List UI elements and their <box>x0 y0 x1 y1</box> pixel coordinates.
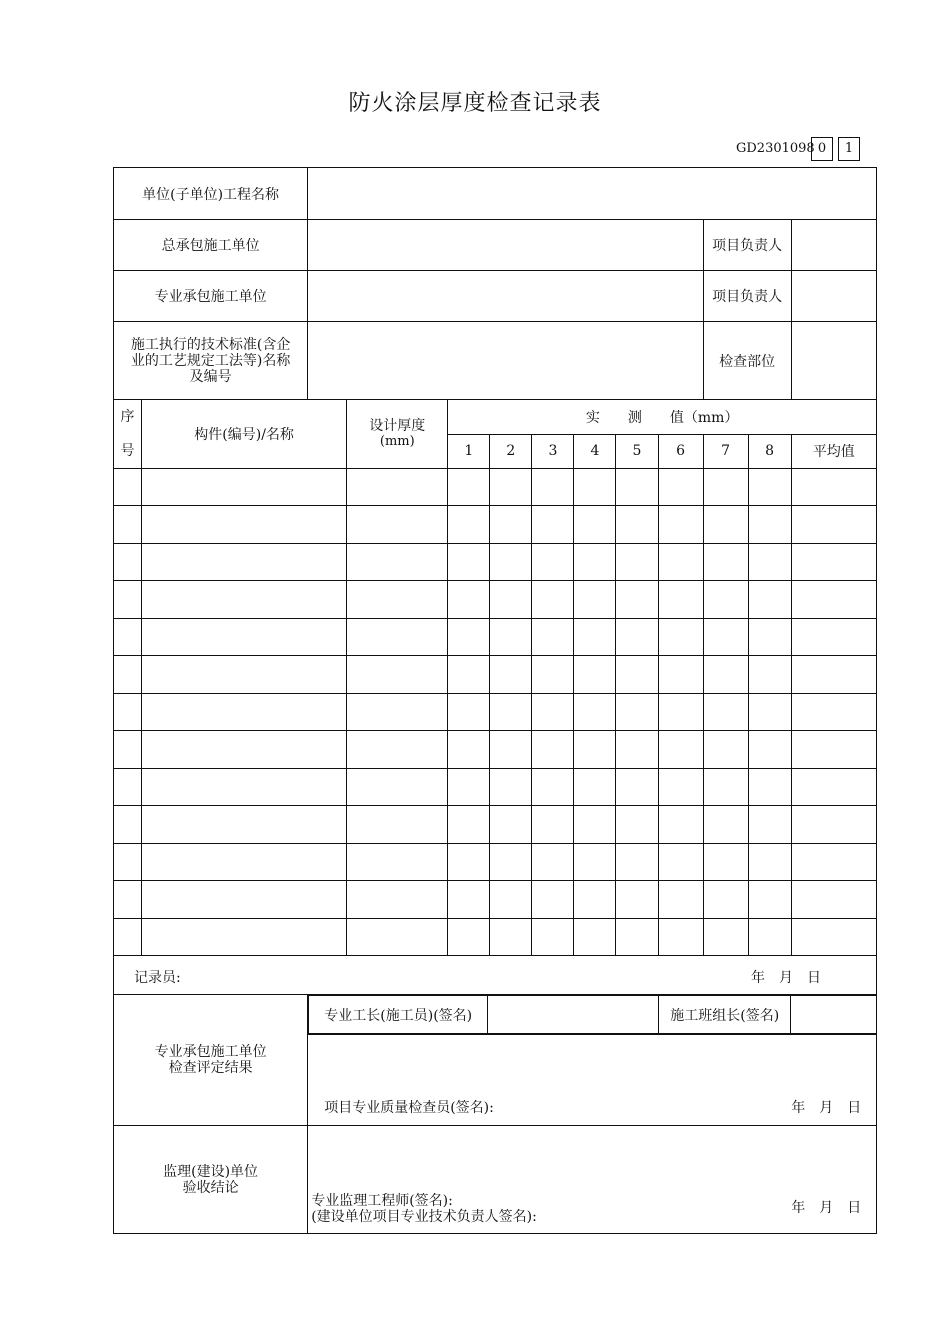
component-cell[interactable] <box>142 469 347 506</box>
inspection-part-label: 检查部位 <box>703 322 791 400</box>
seq-cell[interactable] <box>114 619 142 656</box>
component-cell[interactable] <box>142 656 347 694</box>
measured-cell-7[interactable] <box>703 806 748 844</box>
measured-cell-3[interactable] <box>532 619 574 656</box>
design-thickness-cell[interactable] <box>347 469 448 506</box>
project-manager-value-1[interactable] <box>791 220 876 271</box>
measured-cell-2[interactable] <box>490 919 532 956</box>
measured-cell-8[interactable] <box>748 469 791 506</box>
form-code-box-1: 0 <box>811 137 833 161</box>
table-row <box>114 656 877 694</box>
table-row <box>114 469 877 506</box>
component-cell[interactable] <box>142 506 347 544</box>
measured-cell-5[interactable] <box>616 581 658 619</box>
table-row <box>114 881 877 919</box>
measured-cell-5[interactable] <box>616 694 658 731</box>
measured-cell-1[interactable] <box>448 919 490 956</box>
average-cell[interactable] <box>791 581 876 619</box>
measured-cell-8[interactable] <box>748 844 791 881</box>
seq-header-top: 序 <box>120 409 135 425</box>
foreman-label: 专业工长(施工员)(签名) <box>309 996 488 1034</box>
component-cell[interactable] <box>142 619 347 656</box>
measured-cell-8[interactable] <box>748 506 791 544</box>
standard-label <box>114 322 308 400</box>
component-cell[interactable] <box>142 544 347 581</box>
measured-cell-8[interactable] <box>748 581 791 619</box>
design-thickness-label: 设计厚度 <box>369 418 426 434</box>
measured-cell-8[interactable] <box>748 656 791 694</box>
unit-project-value[interactable] <box>308 168 877 220</box>
measured-cell-7[interactable] <box>703 469 748 506</box>
measured-cell-7[interactable] <box>703 544 748 581</box>
header-row-1 <box>114 400 877 435</box>
measured-cell-1[interactable] <box>448 506 490 544</box>
measured-cell-1[interactable] <box>448 694 490 731</box>
measured-cell-2[interactable] <box>490 506 532 544</box>
measured-cell-3[interactable] <box>532 844 574 881</box>
measured-cell-8[interactable] <box>748 919 791 956</box>
measured-cell-5[interactable] <box>616 769 658 806</box>
measured-cell-8[interactable] <box>748 544 791 581</box>
measured-cell-3[interactable] <box>532 694 574 731</box>
standard-label-line-3: 及编号 <box>189 368 232 385</box>
measured-cell-3[interactable] <box>532 544 574 581</box>
measured-cell-6[interactable] <box>658 506 703 544</box>
specialty-contractor-value[interactable] <box>308 271 703 322</box>
supervision-engineer-label: 专业监理工程师(签名): <box>311 1193 453 1209</box>
design-thickness-header <box>347 400 448 469</box>
col-header-1: 1 <box>448 434 490 469</box>
table-row <box>114 769 877 806</box>
measured-cell-3[interactable] <box>532 506 574 544</box>
seq-cell[interactable] <box>114 881 142 919</box>
measured-cell-4[interactable] <box>574 919 616 956</box>
measured-cell-5[interactable] <box>616 656 658 694</box>
measured-cell-4[interactable] <box>574 469 616 506</box>
specialty-eval-label-line-1: 专业承包施工单位 <box>154 1044 267 1060</box>
component-cell[interactable] <box>142 919 347 956</box>
design-thickness-cell[interactable] <box>347 844 448 881</box>
seq-cell[interactable] <box>114 806 142 844</box>
measured-cell-3[interactable] <box>532 806 574 844</box>
component-cell[interactable] <box>142 769 347 806</box>
average-cell[interactable] <box>791 619 876 656</box>
measured-cell-7[interactable] <box>703 619 748 656</box>
average-cell[interactable] <box>791 731 876 769</box>
measured-cell-4[interactable] <box>574 881 616 919</box>
measured-cell-7[interactable] <box>703 769 748 806</box>
average-cell[interactable] <box>791 656 876 694</box>
measured-header: 实 测 值（mm） <box>448 400 877 435</box>
specialty-eval-label-line-2: 检查评定结果 <box>168 1060 253 1076</box>
unit-project-label: 单位(子单位)工程名称 <box>114 168 308 220</box>
measured-cell-2[interactable] <box>490 844 532 881</box>
table-row <box>114 919 877 956</box>
design-thickness-cell[interactable] <box>347 544 448 581</box>
average-cell[interactable] <box>791 694 876 731</box>
measured-cell-2[interactable] <box>490 544 532 581</box>
recorder-label: 记录员: <box>134 970 181 986</box>
design-thickness-cell[interactable] <box>347 769 448 806</box>
project-manager-label-2: 项目负责人 <box>703 271 791 322</box>
project-manager-value-2[interactable] <box>791 271 876 322</box>
col-header-5: 5 <box>616 434 658 469</box>
measured-cell-6[interactable] <box>658 806 703 844</box>
inspection-part-value[interactable] <box>791 322 876 400</box>
measured-cell-5[interactable] <box>616 881 658 919</box>
measured-cell-1[interactable] <box>448 806 490 844</box>
measured-cell-6[interactable] <box>658 581 703 619</box>
design-thickness-cell[interactable] <box>347 731 448 769</box>
seq-header-bottom: 号 <box>120 443 135 459</box>
inspection-form-table <box>113 167 877 1234</box>
measured-cell-4[interactable] <box>574 844 616 881</box>
average-cell[interactable] <box>791 844 876 881</box>
general-contractor-value[interactable] <box>308 220 703 271</box>
col-header-4: 4 <box>574 434 616 469</box>
specialty-eval-row-1 <box>114 995 877 1035</box>
measured-cell-1[interactable] <box>448 544 490 581</box>
data-rows <box>114 469 877 956</box>
average-cell[interactable] <box>791 769 876 806</box>
seq-cell[interactable] <box>114 769 142 806</box>
measured-cell-1[interactable] <box>448 844 490 881</box>
col-header-8: 8 <box>748 434 791 469</box>
design-thickness-cell[interactable] <box>347 581 448 619</box>
design-thickness-cell[interactable] <box>347 656 448 694</box>
seq-cell[interactable] <box>114 506 142 544</box>
measured-cell-7[interactable] <box>703 844 748 881</box>
design-thickness-cell[interactable] <box>347 506 448 544</box>
measured-cell-4[interactable] <box>574 731 616 769</box>
col-header-6: 6 <box>658 434 703 469</box>
measured-cell-1[interactable] <box>448 469 490 506</box>
seq-cell[interactable] <box>114 731 142 769</box>
measured-cell-7[interactable] <box>703 581 748 619</box>
standard-row <box>114 322 877 400</box>
specialty-eval-date: 年 月 日 <box>791 1100 862 1116</box>
measured-cell-7[interactable] <box>703 506 748 544</box>
measured-cell-4[interactable] <box>574 769 616 806</box>
seq-cell[interactable] <box>114 544 142 581</box>
recorder-row <box>114 956 877 995</box>
page-title: 防火涂层厚度检查记录表 <box>348 91 602 116</box>
average-cell[interactable] <box>791 469 876 506</box>
measured-cell-2[interactable] <box>490 694 532 731</box>
measured-cell-6[interactable] <box>658 469 703 506</box>
supervision-label-line-1: 监理(建设)单位 <box>163 1163 259 1180</box>
specialty-contractor-row <box>114 271 877 322</box>
supervision-result[interactable] <box>308 1126 877 1234</box>
measured-cell-5[interactable] <box>616 806 658 844</box>
specialty-contractor-label: 专业承包施工单位 <box>114 271 308 322</box>
average-cell[interactable] <box>791 919 876 956</box>
component-cell[interactable] <box>142 806 347 844</box>
measured-cell-7[interactable] <box>703 919 748 956</box>
supervision-label-line-2: 验收结论 <box>182 1179 239 1196</box>
measured-cell-1[interactable] <box>448 881 490 919</box>
general-contractor-row <box>114 220 877 271</box>
measured-cell-6[interactable] <box>658 919 703 956</box>
measured-cell-4[interactable] <box>574 544 616 581</box>
measured-cell-5[interactable] <box>616 731 658 769</box>
measured-cell-8[interactable] <box>748 619 791 656</box>
measured-cell-1[interactable] <box>448 656 490 694</box>
measured-cell-4[interactable] <box>574 656 616 694</box>
standard-label-line-2: 业的工艺规定工法等)名称 <box>130 352 291 369</box>
measured-cell-7[interactable] <box>703 656 748 694</box>
team-leader-signature[interactable] <box>791 996 877 1034</box>
measured-cell-6[interactable] <box>658 731 703 769</box>
measured-cell-2[interactable] <box>490 769 532 806</box>
col-header-2: 2 <box>490 434 532 469</box>
measured-cell-2[interactable] <box>490 581 532 619</box>
measured-cell-5[interactable] <box>616 544 658 581</box>
average-cell[interactable] <box>791 506 876 544</box>
average-cell[interactable] <box>791 881 876 919</box>
supervision-row <box>114 1126 877 1234</box>
table-row <box>114 544 877 581</box>
measured-cell-5[interactable] <box>616 506 658 544</box>
measured-cell-6[interactable] <box>658 544 703 581</box>
measured-cell-4[interactable] <box>574 506 616 544</box>
col-header-3: 3 <box>532 434 574 469</box>
average-cell[interactable] <box>791 806 876 844</box>
seq-cell[interactable] <box>114 694 142 731</box>
measured-cell-1[interactable] <box>448 769 490 806</box>
measured-cell-6[interactable] <box>658 694 703 731</box>
quality-inspector-label: 项目专业质量检查员(签名): <box>324 1100 494 1116</box>
supervision-label <box>114 1126 308 1234</box>
component-cell[interactable] <box>142 844 347 881</box>
table-row <box>114 806 877 844</box>
measured-cell-8[interactable] <box>748 881 791 919</box>
component-cell[interactable] <box>142 881 347 919</box>
measured-cell-6[interactable] <box>658 769 703 806</box>
measured-cell-3[interactable] <box>532 881 574 919</box>
measured-cell-2[interactable] <box>490 656 532 694</box>
table-row <box>114 694 877 731</box>
recorder-cell <box>114 956 877 995</box>
seq-header <box>114 400 142 469</box>
specialty-eval-label <box>114 995 308 1126</box>
measured-cell-2[interactable] <box>490 881 532 919</box>
measured-cell-4[interactable] <box>574 806 616 844</box>
measured-cell-3[interactable] <box>532 581 574 619</box>
measured-cell-1[interactable] <box>448 581 490 619</box>
measured-cell-7[interactable] <box>703 694 748 731</box>
team-leader-label: 施工班组长(签名) <box>659 996 791 1034</box>
form-code-box-2: 1 <box>838 137 860 161</box>
seq-cell[interactable] <box>114 581 142 619</box>
table-row <box>114 844 877 881</box>
measured-cell-3[interactable] <box>532 656 574 694</box>
standard-label-line-1: 施工执行的技术标准(含企 <box>130 336 291 353</box>
foreman-signature[interactable] <box>488 996 659 1034</box>
seq-cell[interactable] <box>114 919 142 956</box>
measured-cell-6[interactable] <box>658 881 703 919</box>
design-thickness-unit: (mm) <box>379 434 415 449</box>
measured-cell-4[interactable] <box>574 619 616 656</box>
measured-cell-5[interactable] <box>616 619 658 656</box>
measured-cell-2[interactable] <box>490 469 532 506</box>
measured-cell-4[interactable] <box>574 694 616 731</box>
design-thickness-cell[interactable] <box>347 806 448 844</box>
recorder-date: 年 月 日 <box>751 970 821 986</box>
specialty-eval-signatures <box>308 995 877 1035</box>
measured-cell-6[interactable] <box>658 656 703 694</box>
measured-cell-2[interactable] <box>490 619 532 656</box>
measured-cell-4[interactable] <box>574 581 616 619</box>
unit-project-row <box>114 168 877 220</box>
seq-cell[interactable] <box>114 844 142 881</box>
measured-cell-7[interactable] <box>703 881 748 919</box>
owner-tech-lead-label: (建设单位项目专业技术负责人签名): <box>311 1209 537 1225</box>
measured-cell-3[interactable] <box>532 731 574 769</box>
specialty-eval-sign-table <box>308 995 876 1034</box>
component-cell[interactable] <box>142 581 347 619</box>
measured-cell-7[interactable] <box>703 731 748 769</box>
design-thickness-cell[interactable] <box>347 619 448 656</box>
measured-cell-5[interactable] <box>616 919 658 956</box>
measured-cell-8[interactable] <box>748 806 791 844</box>
general-contractor-label: 总承包施工单位 <box>114 220 308 271</box>
col-header-7: 7 <box>703 434 748 469</box>
table-row <box>114 581 877 619</box>
measured-cell-6[interactable] <box>658 619 703 656</box>
project-manager-label-1: 项目负责人 <box>703 220 791 271</box>
table-row <box>114 506 877 544</box>
standard-value[interactable] <box>308 322 703 400</box>
supervision-date: 年 月 日 <box>791 1200 862 1216</box>
measured-cell-5[interactable] <box>616 469 658 506</box>
component-header: 构件(编号)/名称 <box>142 400 347 469</box>
design-thickness-cell[interactable] <box>347 881 448 919</box>
design-thickness-cell[interactable] <box>347 919 448 956</box>
seq-cell[interactable] <box>114 656 142 694</box>
component-cell[interactable] <box>142 694 347 731</box>
table-row <box>114 619 877 656</box>
table-row <box>114 731 877 769</box>
measured-cell-8[interactable] <box>748 694 791 731</box>
measured-cell-3[interactable] <box>532 469 574 506</box>
average-header: 平均值 <box>791 434 876 469</box>
measured-cell-6[interactable] <box>658 844 703 881</box>
measured-cell-2[interactable] <box>490 731 532 769</box>
form-code-text: GD2301098 <box>736 141 815 156</box>
measured-cell-8[interactable] <box>748 731 791 769</box>
measured-cell-8[interactable] <box>748 769 791 806</box>
average-cell[interactable] <box>791 544 876 581</box>
specialty-eval-result[interactable] <box>308 1035 877 1126</box>
component-cell[interactable] <box>142 731 347 769</box>
measured-cell-3[interactable] <box>532 769 574 806</box>
measured-cell-2[interactable] <box>490 806 532 844</box>
seq-cell[interactable] <box>114 469 142 506</box>
measured-cell-1[interactable] <box>448 731 490 769</box>
measured-cell-5[interactable] <box>616 844 658 881</box>
measured-cell-3[interactable] <box>532 919 574 956</box>
design-thickness-cell[interactable] <box>347 694 448 731</box>
measured-cell-1[interactable] <box>448 619 490 656</box>
